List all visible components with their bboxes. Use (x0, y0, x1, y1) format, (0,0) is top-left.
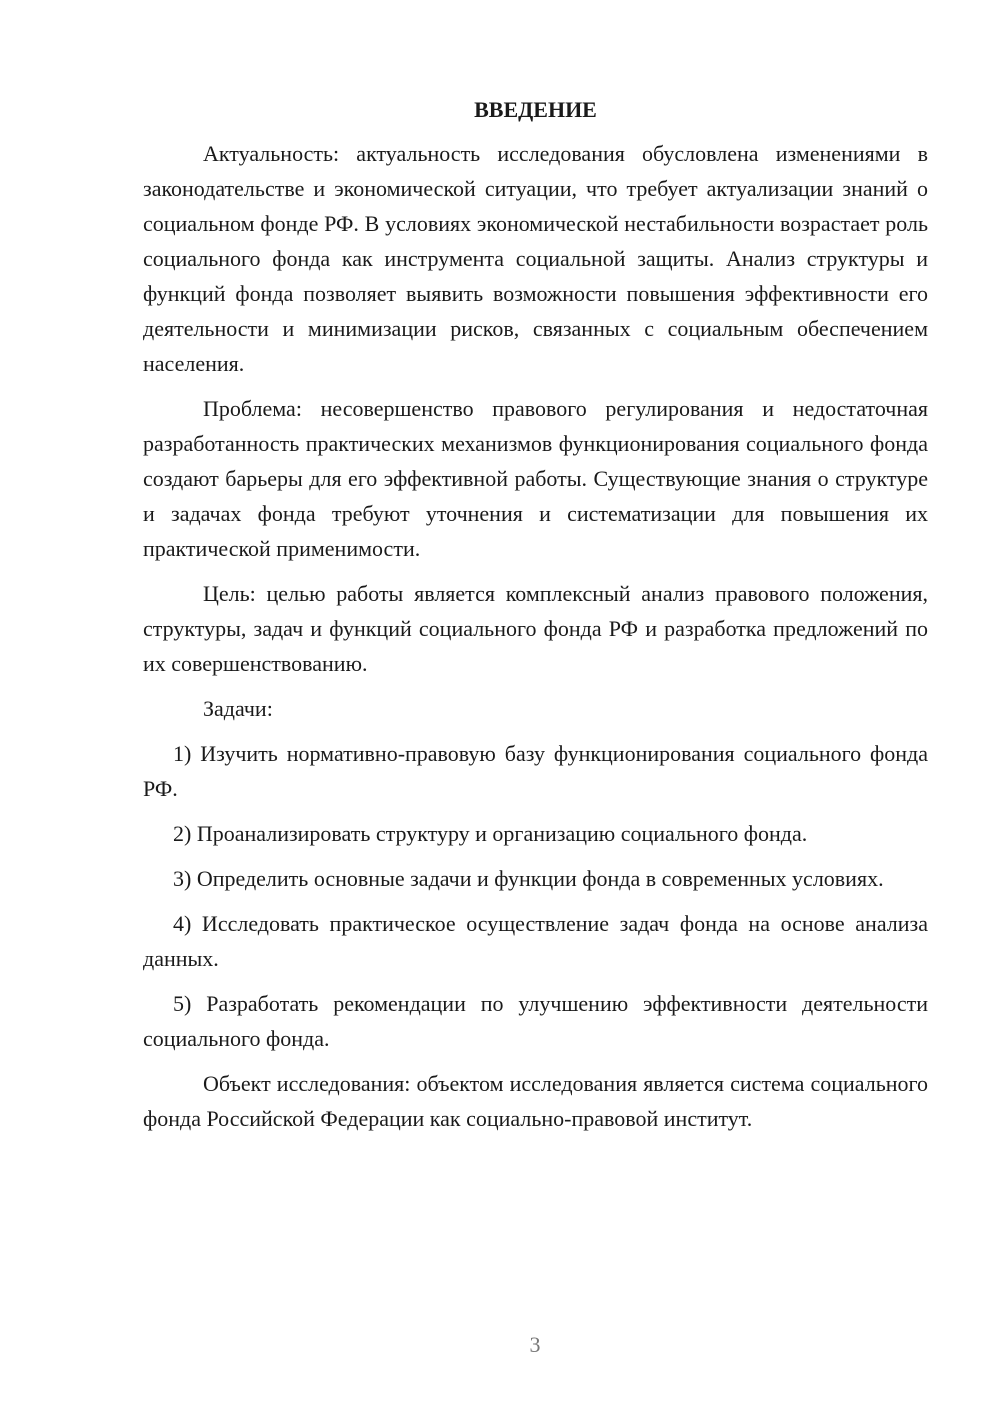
document-page (143, 94, 928, 1146)
paragraph-relevance: Актуальность: актуальность исследования обусловлена изменениями в законодательстве и экономической ситуации, что требует актуализации знаний о социальном фонде РФ. В условиях экономической нестабильности возрастает роль социального фонда как инструмента социальной защиты. Анализ структуры и функций фонда позволяет выявить возможности повышения эффективности его деятельности и минимизации рисков, связанных с социальным обеспечением населения. (143, 141, 928, 376)
paragraph-problem: Проблема: несовершенство правового регулирования и недостаточная разработанность практических механизмов функционирования социального фонда создают барьеры для его эффективной работы. Существующие знания о структуре и задачах фонда требуют уточнения и систематизации для повышения их практической применимости. (143, 396, 928, 561)
task-item-4: 4) Исследовать практическое осуществление задач фонда на основе анализа данных. (143, 911, 928, 971)
paragraph-goal: Цель: целью работы является комплексный анализ правового положения, структуры, задач и функций социального фонда РФ и разработка предложений по их совершенствованию. (143, 581, 928, 676)
paragraph-object: Объект исследования: объектом исследования является система социального фонда Российской Федерации как социально-правовой институт. (143, 1071, 928, 1131)
section-title: ВВЕДЕНИЕ (474, 97, 597, 122)
page-number: 3 (529, 1332, 541, 1357)
task-item-2: 2) Проанализировать структуру и организацию социального фонда. (173, 821, 808, 846)
tasks-heading: Задачи: (203, 696, 273, 721)
task-item-1: 1) Изучить нормативно-правовую базу функционирования социального фонда РФ. (143, 741, 928, 801)
task-item-5: 5) Разработать рекомендации по улучшению эффективности деятельности социального фонда. (143, 991, 928, 1051)
task-item-3: 3) Определить основные задачи и функции фонда в современных условиях. (173, 866, 884, 891)
